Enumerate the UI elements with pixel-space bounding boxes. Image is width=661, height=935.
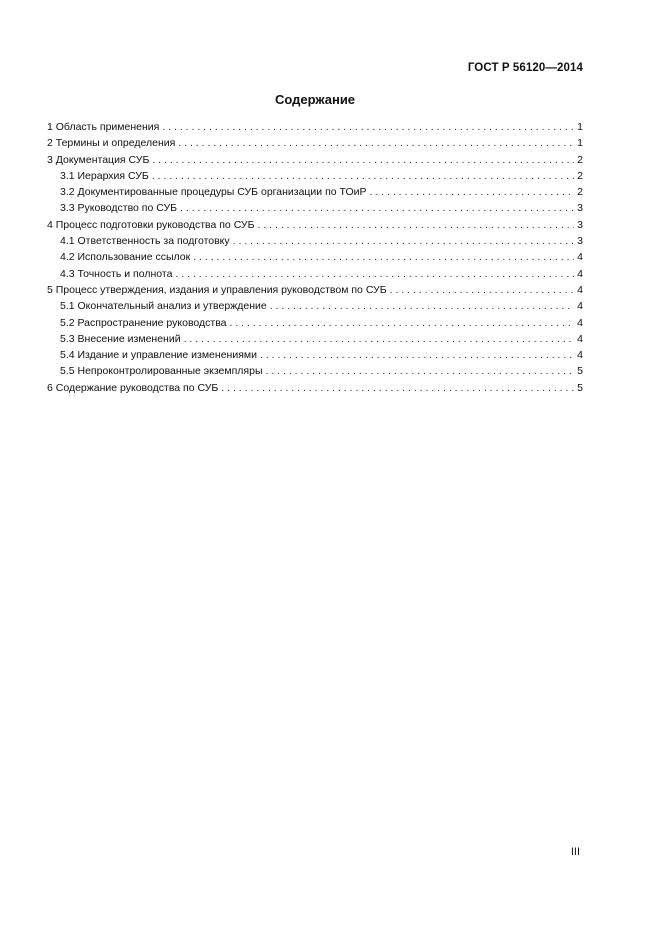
toc-entry-page: 4 [577,300,583,313]
toc-dot-leader [370,184,575,200]
toc-entry[interactable] [47,331,583,347]
toc-entry-label: 3.1 Иерархия СУБ [60,169,149,182]
toc-entry[interactable] [47,282,583,298]
toc-entry[interactable] [47,249,583,265]
toc-entry-page: 3 [577,202,583,215]
toc-entry-label: 4.3 Точность и полнота [60,267,173,280]
document-id: ГОСТ Р 56120—2014 [467,62,583,74]
table-of-contents [47,119,583,396]
toc-dot-leader [184,331,574,347]
toc-entry-label: 5.4 Издание и управление изменениями [60,349,257,362]
toc-dot-leader [266,363,575,379]
toc-entry-page: 4 [577,349,583,362]
toc-dot-leader [230,315,575,331]
toc-entry-label: 3.2 Документированные процедуры СУБ организации по ТОиР [60,186,367,199]
toc-entry-label: 1 Область применения [47,121,160,133]
toc-dot-leader [175,266,574,282]
toc-title: Содержание [274,92,356,107]
toc-entry-page: 2 [577,186,583,199]
page-number: III [570,846,580,858]
toc-dot-leader [180,200,574,216]
toc-entry[interactable] [47,233,583,249]
toc-entry[interactable] [47,184,583,200]
toc-entry-label: 3 Документация СУБ [47,153,150,166]
toc-dot-leader [193,249,574,265]
toc-dot-leader [390,282,574,298]
toc-entry[interactable] [47,363,583,379]
toc-entry-page: 2 [577,153,583,166]
toc-entry-label: 5.3 Внесение изменений [60,332,181,345]
toc-entry[interactable] [47,298,583,314]
toc-entry-label: 3.3 Руководство по СУБ [60,202,178,215]
toc-entry[interactable] [47,380,583,396]
toc-dot-leader [270,298,574,314]
toc-entry-page: 4 [577,283,583,296]
toc-entry[interactable] [47,168,583,184]
toc-entry[interactable] [47,347,583,363]
toc-entry[interactable] [47,135,583,151]
toc-entry[interactable] [47,200,583,216]
toc-entry[interactable] [47,266,583,282]
toc-entry-label: 5.5 Непроконтролированные экземпляры [60,365,263,378]
toc-dot-leader [162,119,574,135]
toc-entry-label: 4.2 Использование ссылок [60,251,191,264]
toc-dot-leader [221,380,574,396]
toc-entry-label: 4 Процесс подготовки руководства по СУБ [47,218,255,231]
toc-entry[interactable] [47,315,583,331]
toc-entry-label: 4.1 Ответственность за подготовку [60,235,230,248]
toc-entry-page: 4 [577,332,583,345]
toc-entry[interactable] [47,119,583,135]
toc-entry-label: 5 Процесс утверждения, издания и управления руководством по СУБ [47,283,387,296]
toc-entry-label: 2 Термины и определения [47,137,176,150]
toc-dot-leader [233,233,574,249]
toc-entry-label: 5.1 Окончательный анализ и утверждение [60,300,267,313]
toc-entry-label: 6 Содержание руководства по СУБ [47,381,219,394]
toc-entry-page: 4 [577,251,583,264]
toc-dot-leader [152,152,574,168]
toc-entry[interactable] [47,152,583,168]
toc-dot-leader [257,217,574,233]
toc-entry-page: 4 [577,316,583,329]
toc-dot-leader [260,347,574,363]
toc-entry-page: 5 [577,381,583,394]
toc-dot-leader [152,168,574,184]
toc-entry-page: 3 [577,235,583,248]
toc-entry-page: 1 [577,121,583,133]
toc-entry[interactable] [47,217,583,233]
toc-entry-page: 5 [577,365,583,378]
toc-entry-page: 1 [577,137,583,150]
toc-dot-leader [178,135,574,151]
toc-entry-page: 2 [577,169,583,182]
toc-entry-page: 4 [577,267,583,280]
toc-entry-label: 5.2 Распространение руководства [60,316,227,329]
toc-entry-page: 3 [577,218,583,231]
